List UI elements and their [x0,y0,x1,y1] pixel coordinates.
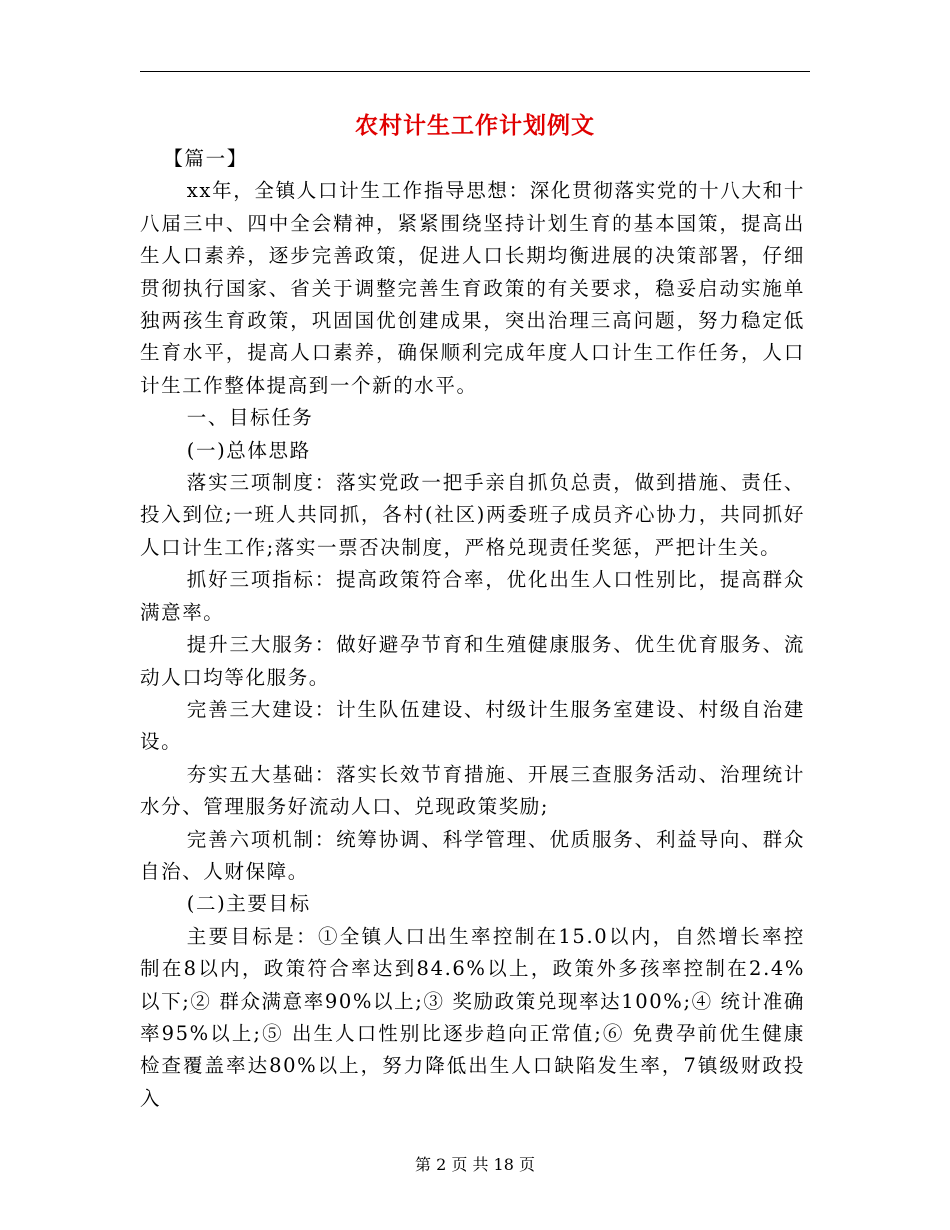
subheading-overall-approach: (一)总体思路 [186,438,311,462]
heading-objectives: 一、目标任务 [186,406,314,430]
paragraph-guiding-ideology: xx年，全镇人口计生工作指导思想：深化贯彻落实党的十八大和十八届三中、四中全会精神，紧紧围绕坚持计划生育的基本国策，提高出生人口素养，逐步完善政策，促进人口长期均衡进展的决策部署，仔细贯彻执行国家、省关于调整完善生育政策的有关要求，稳妥启动实施单独两孩生育政策，巩固国优创建成果，突出治理三高问题，努力稳定低生育水平，提高人口素养，确保顺利完成年度人口计生工作任务，人口计生工作整体提高到一个新的水平。 [140,179,805,397]
page-number: 第 2 页 共 18 页 [415,1155,535,1174]
document-title: 农村计生工作计划例文 [355,112,595,139]
paragraph-three-systems: 落实三项制度：落实党政一把手亲自抓负总责，做到措施、责任、投入到位;一班人共同抓，各村(社区)两委班子成员齐心协力，共同抓好人口计生工作;落实一票否决制度，严格兑现责任奖惩，严把计生关。 [140,471,805,559]
paragraph-three-constructions: 完善三大建设：计生队伍建设、村级计生服务室建设、村级自治建设。 [140,697,805,754]
paragraph-main-goals: 主要目标是：①全镇人口出生率控制在15.0以内，自然增长率控制在8以内，政策符合率达到84.6%以上，政策外多孩率控制在2.4%以下;② 群众满意率90%以上;③ 奖励政策兑现率达100%;④ 统计准确率95%以上;⑤ 出生人口性别比逐步趋向正常值;⑥ 免费孕前优生健康检查覆盖率达80%以上，努力降低出生人口缺陷发生率，7镇级财政投入 [140,924,805,1110]
subheading-main-goals: (二)主要目标 [186,892,311,916]
paragraph-six-mechanisms: 完善六项机制：统筹协调、科学管理、优质服务、利益导向、群众自治、人财保障。 [140,827,805,883]
paragraph-three-indicators: 抓好三项指标：提高政策符合率，优化出生人口性别比，提高群众满意率。 [140,568,805,624]
section-label: 【篇一】 [163,147,248,170]
paragraph-five-foundations: 夯实五大基础：落实长效节育措施、开展三查服务活动、治理统计水分、管理服务好流动人口、兑现政策奖励; [140,762,805,819]
header-rule [140,71,810,72]
document-body [140,143,805,1115]
paragraph-three-services: 提升三大服务：做好避孕节育和生殖健康服务、优生优育服务、流动人口均等化服务。 [140,633,805,689]
